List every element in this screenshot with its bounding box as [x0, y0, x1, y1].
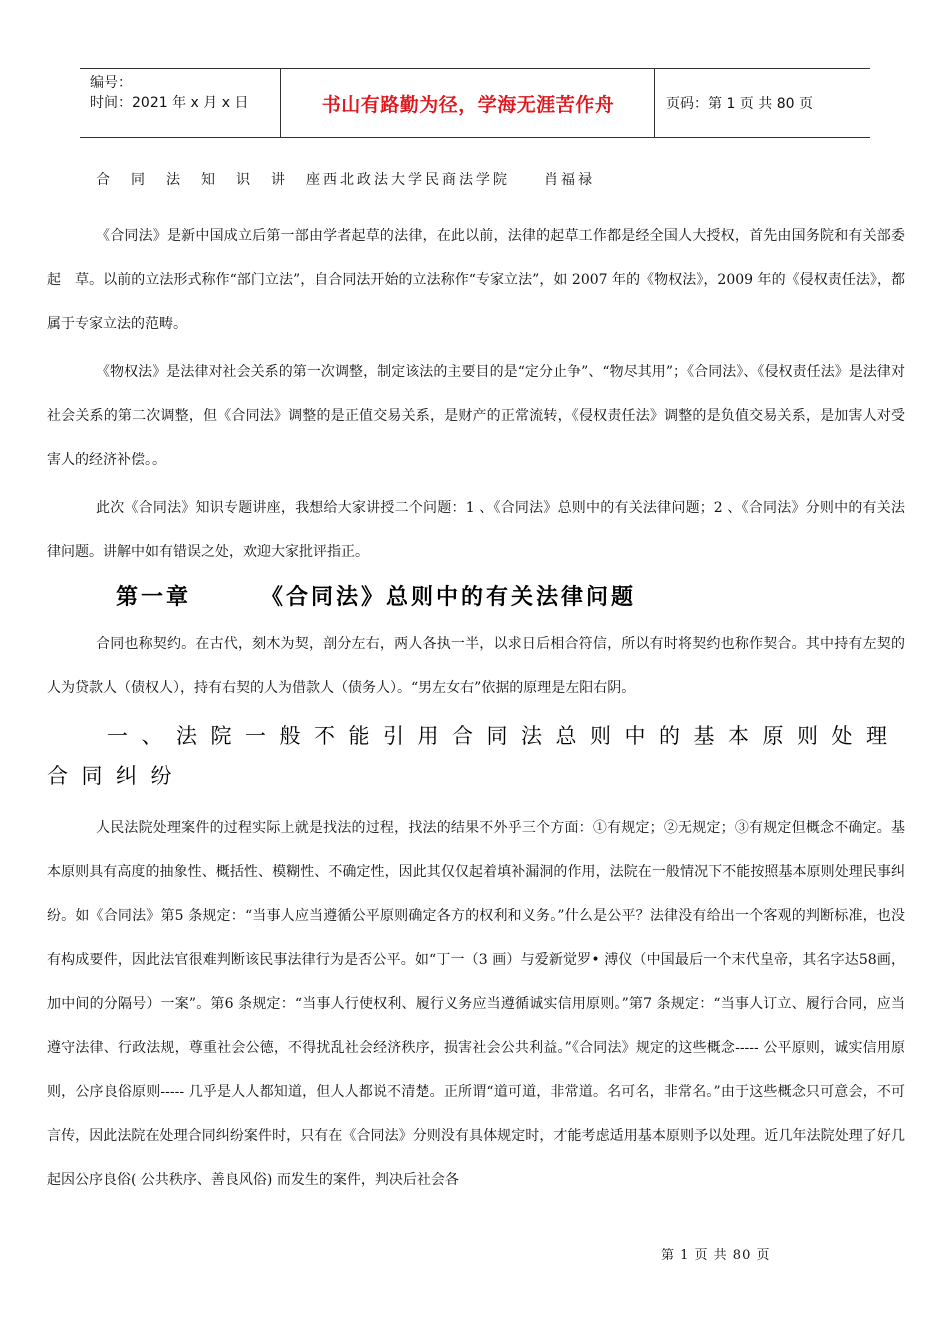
section-heading: 一、法院一般不能引用合同法总则中的基本原则处理合同纠纷	[47, 724, 901, 788]
author-affiliation: 座西北政法大学民商法学院 肖福禄	[306, 172, 595, 188]
chapter-intro-paragraph: 合同也称契约。在古代，刻木为契，剖分左右，两人各执一半，以求日后相合符信，所以有时将契约也称作契合。其中持有左契的人为贷款人（债权人），持有右契的人为借款人（债务人）。“男左女右”依据的原理是左阳右阴。	[47, 636, 905, 696]
section-body-paragraph: 人民法院处理案件的过程实际上就是找法的过程，找法的结果不外乎三个方面：①有规定；②无规定；③有规定但概念不确定。基本原则具有高度的抽象性、概括性、模糊性、不确定性，因此其仅仅起着填补漏洞的作用，法院在一般情况下不能按照基本原则处理民事纠纷。如《合同法》第5 条规定：“当事人应当遵循公平原则确定各方的权利和义务。”什么是公平？法律没有给出一个客观的判断标准，也没有构成要件，因此法官很难判断该民事法律行为是否公平。如“丁一（3 画）与爱新觉罗• 溥仪（中国最后一个末代皇帝，其名字达58画，加中间的分隔号）一案”。第6 条规定：“当事人行使权利、履行义务应当遵循诚实信用原则。”第7 条规定：“当事人订立、履行合同，应当遵守法律、行政法规，尊重社会公德，不得扰乱社会经济秩序，损害社会公共利益。”《合同法》规定的这些概念----- 公平原则，诚实信用原则，公序良俗原则----- 几乎是人人都知道，但人人都说不清楚。正所谓“道可道，非常道。名可名，非常名。”由于这些概念只可意会，不可言传，因此法院在处理合同纠纷案件时，只有在《合同法》分则没有具体规定时，才能考虑适用基本原则予以处理。近几年法院处理了好几起因公序良俗( 公共秩序、善良风俗) 而发生的案件，判决后社会各	[47, 820, 905, 1188]
chapter-number: 第一章	[116, 585, 192, 610]
document-body	[47, 168, 905, 1202]
document-header	[80, 68, 870, 138]
lecture-title: 合同法知识讲	[96, 172, 306, 188]
page-footer: 第 1 页 共 80 页	[661, 1248, 771, 1263]
header-motto: 书山有路勤为径，学海无涯苦作舟	[321, 93, 615, 116]
intro-paragraph: 此次《合同法》知识专题讲座，我想给大家讲授二个问题：1 、《合同法》总则中的有关法律问题；2 、《合同法》分则中的有关法律问题。讲解中如有错误之处，欢迎大家批评指正。	[47, 500, 905, 560]
header-meta	[90, 73, 248, 113]
header-code-label: 编号：	[90, 75, 132, 91]
intro-paragraph: 《合同法》是新中国成立后第一部由学者起草的法律，在此以前，法律的起草工作都是经全国人大授权，首先由国务院和有关部委起 草。以前的立法形式称作“部门立法”，自合同法开始的立法称作“专家立法”，如 2007 年的《物权法》，2009 年的《侵权责任法》，都属于专家立法的范畴。	[47, 228, 905, 332]
header-page-info: 页码：第 1 页 共 80 页	[666, 96, 813, 112]
chapter-heading	[116, 578, 905, 618]
intro-paragraph: 《物权法》是法律对社会关系的第一次调整，制定该法的主要目的是“定分止争”、“物尽其用”；《合同法》、《侵权责任法》是法律对社会关系的第二次调整，但《合同法》调整的是正值交易关系，是财产的正常流转，《侵权责任法》调整的是负值交易关系，是加害人对受害人的经济补偿。。	[47, 364, 905, 468]
header-divider	[654, 69, 655, 137]
header-divider	[280, 69, 281, 137]
header-date: 时间：2021 年 x 月 x 日	[90, 95, 249, 111]
chapter-title: 《合同法》总则中的有关法律问题	[261, 585, 637, 610]
author-line	[96, 168, 905, 192]
